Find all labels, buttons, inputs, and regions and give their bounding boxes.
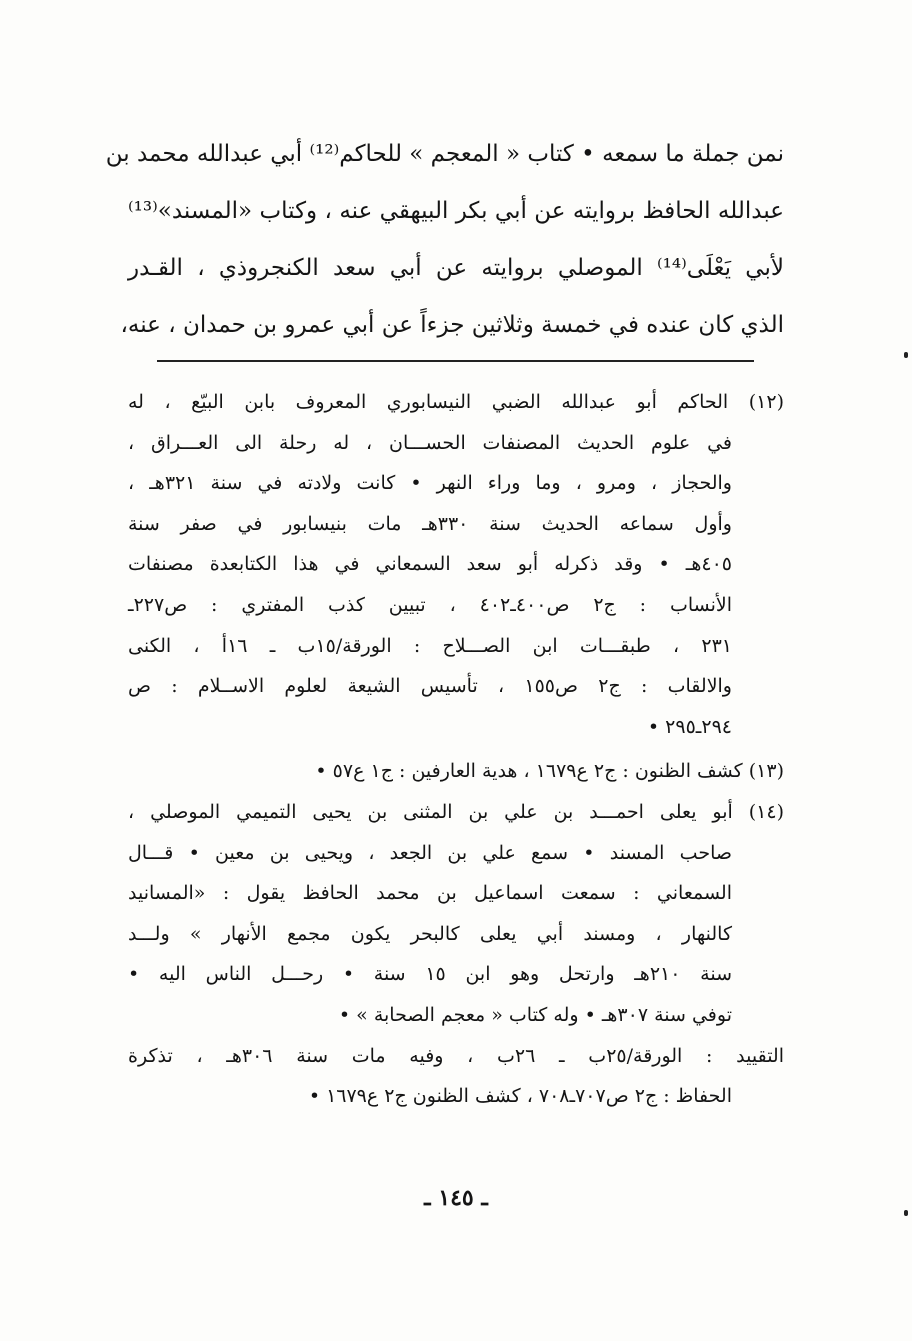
footnote-line: توفي سنة ٣٠٧هـ • وله كتاب « معجم الصحابة » • xyxy=(338,1003,732,1026)
footnote-line: وأول سماعه الحديث سنة ٣٣٠هـ مات بنيسابور في صفر سنة xyxy=(128,512,732,535)
main-text-line: نمن جملة ما سمعه • كتاب « المعجم » للحاكم⁽¹²⁾ أبي عبدالله محمد بن xyxy=(105,141,784,167)
footnote-14 xyxy=(128,792,784,1117)
scan-speck xyxy=(904,1210,908,1216)
footnote-line: ٤٠٥هـ • وقد ذكرله أبو سعد السمعاني في هذا الكتابعدة مصنفات xyxy=(128,553,732,576)
scan-speck xyxy=(904,352,908,358)
main-text-line: لأبي يَعْلَى⁽¹⁴⁾ الموصلي بروايته عن أبي سعد الكنجروذي ، القـدر xyxy=(128,255,784,281)
main-text-line: الذي كان عنده في خمسة وثلاثين جزءاً عن أبي عمرو بن حمدان ، عنه، xyxy=(120,312,784,338)
footnote-line: ٢٣١ ، طبقـــات ابن الصـــلاح : الورقة/١٥ب ـ ١٦أ ، الكنى xyxy=(128,634,733,657)
footnote-line: كالنهار ، ومسند أبي يعلى كالبحر يكون مجمع الأنهار » ولـــد xyxy=(128,922,732,945)
footnote-line: في علوم الحديث المصنفات الحســـان ، له رحلة الى العـــراق ، xyxy=(128,431,732,454)
footnote-line: التقييد : الورقة/٢٥ب ـ ٢٦ب ، وفيه مات سنة ٣٠٦هـ ، تذكرة xyxy=(128,1044,784,1067)
footnote-line: الأنساب : ج٢ ص٤٠٠ـ٤٠٢ ، تبيين كذب المفتري : ص٢٢٧ـ xyxy=(128,593,732,616)
footnote-line: (١٤) أبو يعلى احمـــد بن علي بن المثنى بن يحيى التميمي الموصلي ، xyxy=(128,800,784,823)
page-number: ـ ١٤٥ ـ xyxy=(424,1185,488,1211)
footnote-line: (١٣) كشف الظنون : ج٢ ع١٦٧٩ ، هدية العارفين : ج١ ع٥٧ • xyxy=(315,760,784,783)
footnote-line: ٢٩٤ـ٢٩٥ • xyxy=(647,715,732,738)
footnote-line: الحفاظ : ج٢ ص٧٠٧ـ٧٠٨ ، كشف الظنون ج٢ ع١٦٧٩ • xyxy=(308,1085,732,1108)
main-text-line: عبدالله الحافظ بروايته عن أبي بكر البيهقي عنه ، وكتاب «المسند»⁽¹³⁾ xyxy=(128,198,784,224)
footnote-line: السمعاني : سمعت اسماعيل بن محمد الحافظ يقول : «المسانيد xyxy=(128,882,732,905)
footnote-line: سنة ٢١٠هـ وارتحل وهو ابن ١٥ سنة • رحـــل الناس اليه • xyxy=(128,963,732,986)
footnote-12 xyxy=(128,382,784,747)
footnote-13 xyxy=(128,751,784,792)
footnote-divider xyxy=(157,360,754,362)
footnote-line: صاحب المسند • سمع علي بن الجعد ، ويحيى بن معين • قـــال xyxy=(128,841,732,864)
footnote-line: والحجاز ، ومرو ، وما وراء النهر • كانت ولادته في سنة ٣٢١هـ ، xyxy=(128,472,732,495)
footnotes xyxy=(128,382,784,1117)
main-text xyxy=(105,126,784,354)
footnote-line: والالقاب : ج٢ ص١٥٥ ، تأسيس الشيعة لعلوم الاســلام : ص xyxy=(128,675,732,698)
footnote-line: (١٢) الحاكم أبو عبدالله الضبي النيسابوري المعروف بابن البيّع ، له xyxy=(128,391,784,413)
